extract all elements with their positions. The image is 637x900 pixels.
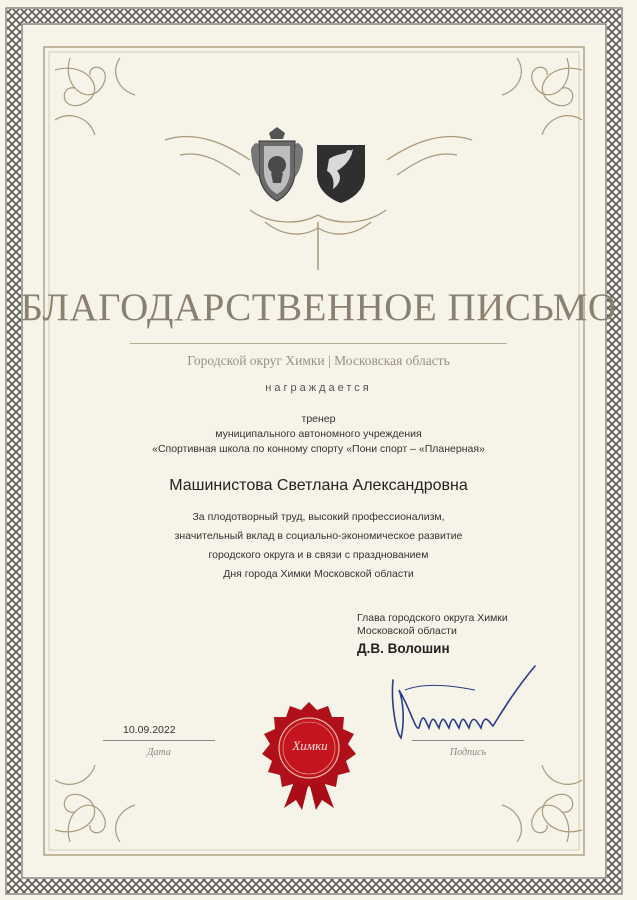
recipient-name: Машинистова Светлана Александровна (169, 477, 468, 494)
corner-ornament-bottom-left (55, 765, 135, 842)
signatory-position-line: Московской области (357, 625, 457, 637)
wax-seal (254, 700, 364, 812)
corner-ornament-top-left (55, 58, 135, 135)
recipient-organization-type: муниципального автономного учреждения (215, 428, 422, 440)
corner-ornament-top-right (502, 58, 582, 135)
handwritten-signature (385, 660, 555, 750)
signature-label: Подпись (449, 747, 487, 758)
document-title: БЛАГОДАРСТВЕННОЕ ПИСЬМО (20, 286, 617, 329)
recipient-organization-name: «Спортивная школа по конному спорту «Пони спорт – «Планерная» (152, 443, 485, 455)
reason-line: За плодотворный труд, высокий профессионализм, (192, 511, 445, 523)
awarded-caption: награждается (265, 382, 372, 394)
date-value: 10.09.2022 (123, 724, 176, 736)
date-label: Дата (147, 747, 171, 758)
reason-line: Дня города Химки Московской области (223, 568, 414, 580)
signatory-name: Д.В. Волошин (357, 641, 450, 656)
document-subtitle: Городской округ Химки | Московская область (187, 353, 450, 368)
title-divider (130, 343, 507, 344)
reason-line: городского округа и в связи с празднованием (208, 549, 429, 561)
khimki-crest-icon (317, 145, 365, 203)
seal-text: Химки (292, 738, 328, 753)
coat-of-arms-emblems (247, 127, 367, 207)
signatory-position (357, 612, 508, 638)
moscow-oblast-crest-icon (251, 127, 303, 201)
signatory-position-line: Глава городского округа Химки (357, 612, 508, 624)
corner-ornament-bottom-right (502, 765, 582, 842)
reason-line: значительный вклад в социально-экономическое развитие (174, 530, 463, 542)
date-line (103, 740, 215, 741)
signature-line (412, 740, 524, 741)
recipient-role: тренер (301, 413, 336, 425)
